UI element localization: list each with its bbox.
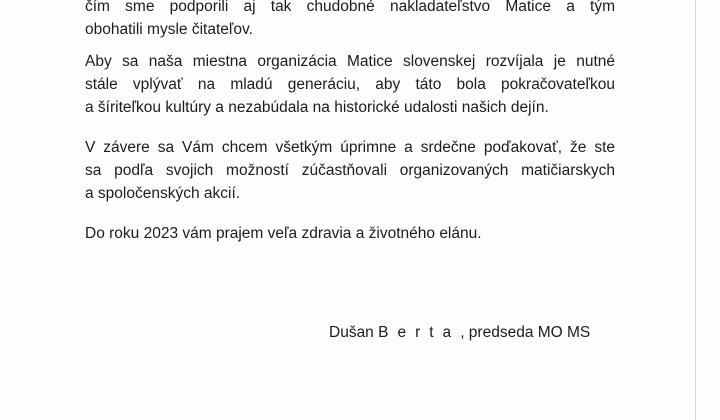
paragraph-1-line-2: obohatili mysle čitateľov. — [85, 21, 253, 38]
paragraph-4-line-1: Do roku 2023 vám prajem veľa zdravia a životného elánu. — [85, 225, 482, 242]
paragraph-3-line-2: sa podľa svojich možností zúčastňovali organizovaných matičiarskych — [85, 162, 615, 179]
signature-line — [329, 323, 590, 343]
paragraph-2-line-1: Aby sa naša miestna organizácia Matice slovenskej rozvíjala je nutné — [85, 53, 615, 70]
paragraph-3-line-3: a spoločenských akcií. — [85, 185, 241, 202]
signature-title: , predseda MO MS — [460, 324, 591, 341]
paragraph-1-line-1: čím sme podporili aj tak chudobné nakladateľstvo Matice a tým — [85, 0, 615, 15]
scan-edge-divider — [695, 0, 696, 420]
paragraph-3-line-1: V závere sa Vám chcem všetkým úprimne a srdečne poďakovať, že ste — [85, 139, 615, 156]
paragraph-2-line-3: a šíriteľkou kultúry a nezabúdala na historické udalosti našich dejín. — [85, 99, 549, 116]
signature-surname: Berta — [378, 324, 461, 341]
signature-first-name: Dušan — [329, 324, 374, 341]
paragraph-2-line-2: stále vplývať na mladú generáciu, aby táto bola pokračovateľkou — [85, 76, 615, 93]
